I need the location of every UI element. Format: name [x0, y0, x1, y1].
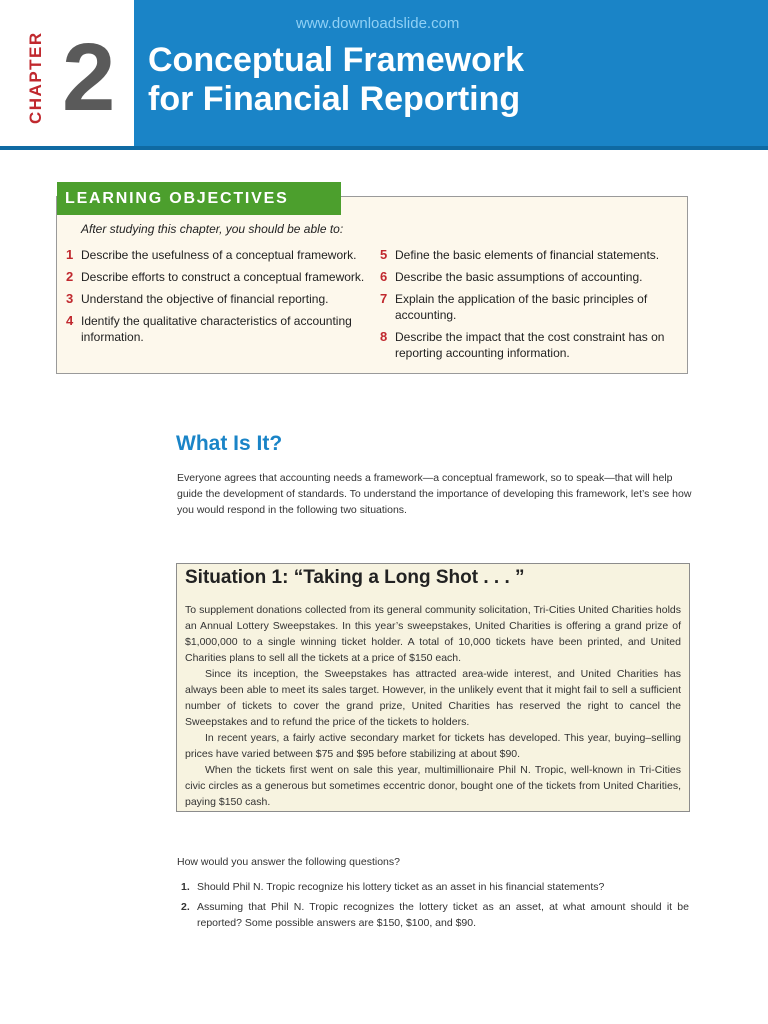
question-number: 1.	[181, 881, 190, 893]
learning-objectives-heading: LEARNING OBJECTIVES	[57, 182, 341, 215]
objective-item	[66, 247, 366, 263]
objective-number: 3	[66, 291, 74, 306]
question-text: Should Phil N. Tropic recognize his lottery ticket as an asset in his financial statements?	[197, 881, 605, 893]
objective-number: 7	[380, 291, 388, 306]
situation-paragraph: Since its inception, the Sweepstakes has attracted area-wide interest, and United Charities has always been able to meet its sales target. However, in the unlikely event that it might fail to sell a sufficient number of tickets to cover the grand prize, United Charities has reserved the right to cancel the Sweepstakes and to refund the price of the tickets to holders.	[185, 668, 681, 728]
objective-item	[66, 291, 366, 307]
situation-paragraph: To supplement donations collected from its general community solicitation, Tri-Cities United Charities holds an Annual Lottery Sweepstakes. In this year’s sweepstakes, United Charities is offering a grand prize of $1,000,000 to a single winning ticket holder. A total of 10,000 tickets have been printed, and United Charities plans to sell all the tickets at a price of $150 each.	[185, 604, 681, 664]
situation-body	[185, 602, 681, 810]
objective-number: 6	[380, 269, 388, 284]
situation-title: Situation 1: “Taking a Long Shot . . . ”	[185, 567, 525, 588]
chapter-number: 2	[62, 24, 114, 131]
watermark: www.downloadslide.com	[296, 15, 460, 32]
questions-list	[181, 879, 689, 935]
objective-item	[380, 329, 680, 361]
learning-objectives-intro: After studying this chapter, you should be able to:	[81, 222, 344, 236]
objective-text: Identify the qualitative characteristics of accounting information.	[81, 314, 352, 344]
objective-item	[380, 247, 680, 263]
what-is-it-body: Everyone agrees that accounting needs a framework—a conceptual framework, so to speak—that will help guide the development of standards. To understand the importance of developing this framework, let’s see how you would respond in the following two situations.	[177, 472, 692, 516]
question-number: 2.	[181, 901, 190, 913]
question-item	[181, 899, 689, 931]
objective-text: Understand the objective of financial reporting.	[81, 292, 329, 306]
objective-item	[380, 291, 680, 323]
objectives-left-column	[66, 247, 366, 351]
objective-text: Explain the application of the basic principles of accounting.	[395, 292, 648, 322]
objective-item	[66, 269, 366, 285]
chapter-label: CHAPTER	[26, 31, 45, 124]
objective-item	[66, 313, 366, 345]
situation-paragraph: In recent years, a fairly active secondary market for tickets has developed. This year, buying–selling prices have varied between $75 and $95 before stabilizing at about $90.	[185, 732, 681, 760]
objective-text: Describe the impact that the cost constraint has on reporting accounting information.	[395, 330, 665, 360]
objective-number: 1	[66, 247, 74, 262]
objective-item	[380, 269, 680, 285]
objective-text: Define the basic elements of financial statements.	[395, 248, 660, 262]
chapter-title	[148, 41, 524, 119]
section-title-what-is-it: What Is It?	[176, 432, 283, 455]
chapter-title-line1: Conceptual Framework	[148, 41, 524, 79]
questions-intro: How would you answer the following questions?	[177, 856, 400, 868]
objective-number: 8	[380, 329, 388, 344]
header-divider	[0, 146, 768, 150]
question-text: Assuming that Phil N. Tropic recognizes the lottery ticket as an asset, at what amount should it be reported? Some possible answers are $150, $100, and $90.	[197, 901, 689, 929]
chapter-title-line2: for Financial Reporting	[148, 80, 521, 118]
objective-text: Describe efforts to construct a conceptual framework.	[81, 270, 365, 284]
objective-number: 4	[66, 313, 74, 328]
objective-number: 5	[380, 247, 388, 262]
situation-paragraph: When the tickets first went on sale this year, multimillionaire Phil N. Tropic, well-known in Tri-Cities civic circles as a generous but sometimes eccentric donor, bought one of the tickets from United Charities, paying $150 cash.	[185, 764, 681, 808]
question-item	[181, 879, 689, 895]
objective-text: Describe the usefulness of a conceptual framework.	[81, 248, 357, 262]
objective-text: Describe the basic assumptions of accounting.	[395, 270, 643, 284]
objective-number: 2	[66, 269, 74, 284]
objectives-right-column	[380, 247, 680, 367]
